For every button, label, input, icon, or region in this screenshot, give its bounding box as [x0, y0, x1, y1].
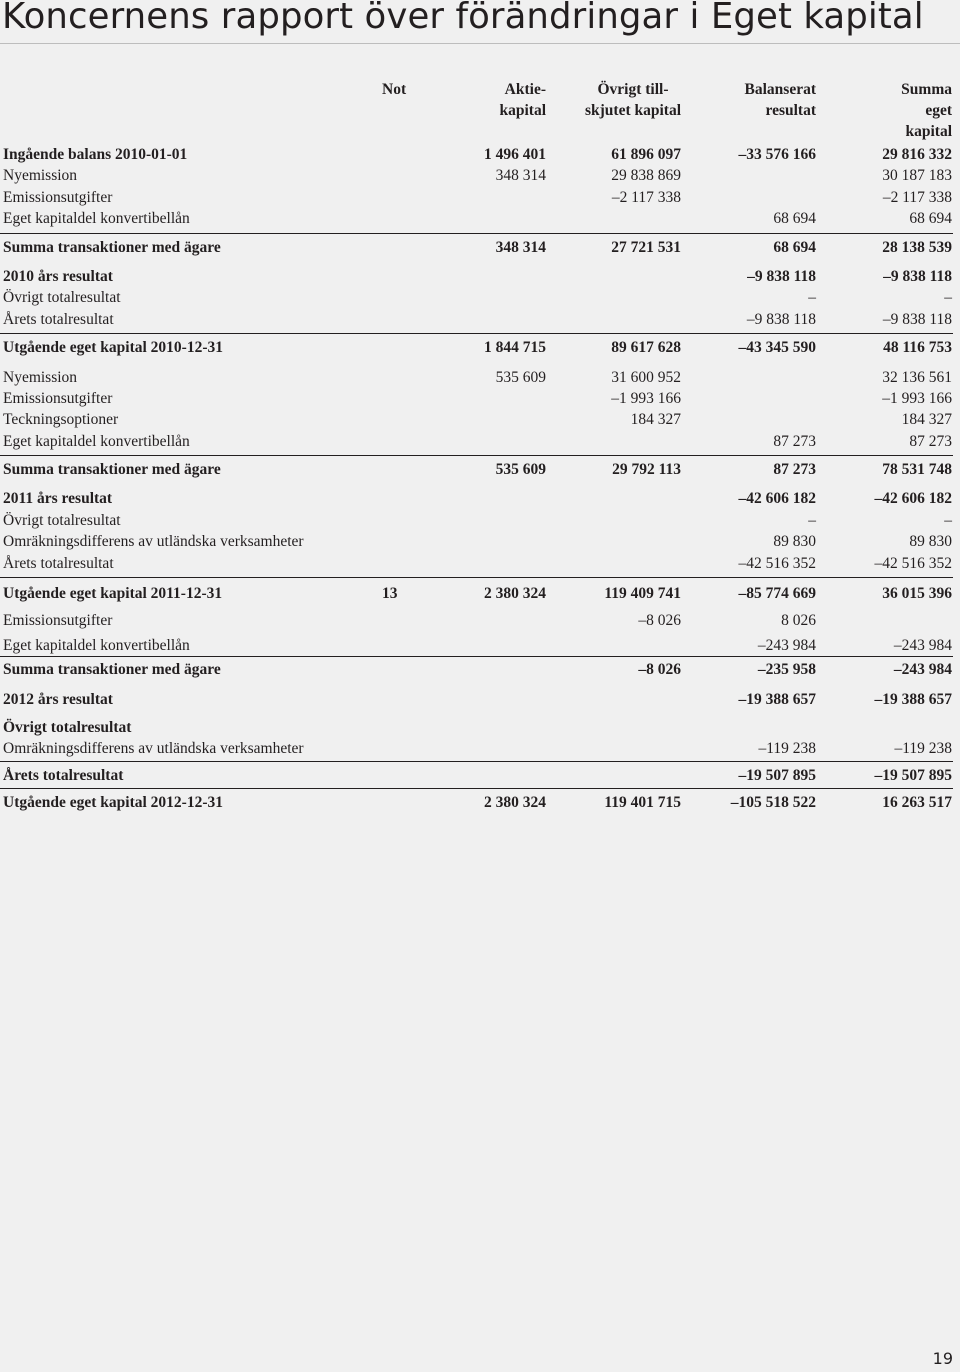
row-ovrigt: –2 117 338	[611, 188, 681, 206]
row-summa: –9 838 118	[882, 310, 952, 328]
page-number: 19	[932, 1349, 953, 1368]
row-label: Övrigt totalresultat	[3, 719, 132, 737]
row-ovrigt: 119 409 741	[604, 585, 681, 603]
table-row-closing-balance	[0, 333, 953, 358]
row-label: Övrigt totalresultat	[3, 511, 121, 529]
header-aktiekapital: Aktie- kapital	[499, 81, 546, 119]
table-row	[0, 367, 953, 388]
table-row	[0, 165, 953, 186]
row-label: Emissionsutgifter	[3, 188, 113, 206]
row-label: Utgående eget kapital 2011-12-31	[3, 585, 223, 603]
row-label: Summa transaktioner med ägare	[3, 238, 221, 256]
row-ovrigt: 184 327	[630, 411, 681, 429]
row-summa: –1 993 166	[882, 389, 952, 407]
row-balanserat: –9 838 118	[747, 267, 816, 285]
row-summa: 36 015 396	[882, 585, 952, 603]
row-summa: 48 116 753	[883, 339, 952, 357]
table-row-subtotal	[0, 233, 953, 258]
row-balanserat: –33 576 166	[738, 146, 816, 163]
row-summa: –	[944, 511, 952, 529]
table-row	[0, 681, 953, 709]
table-row	[0, 187, 953, 208]
table-row-subtotal	[0, 761, 953, 788]
table-row	[0, 709, 953, 737]
row-ovrigt: 31 600 952	[611, 368, 681, 386]
table-row	[0, 607, 953, 632]
row-balanserat: –119 238	[758, 740, 816, 758]
row-ovrigt: –8 026	[638, 661, 681, 679]
row-label: Emissionsutgifter	[3, 612, 113, 630]
row-label: Eget kapitaldel konvertibellån	[3, 210, 190, 228]
row-label: Summa transaktioner med ägare	[3, 461, 221, 479]
title-divider	[0, 43, 960, 44]
table-row-closing-balance	[0, 788, 953, 815]
row-balanserat: –235 958	[757, 661, 816, 679]
row-summa: 68 694	[909, 210, 952, 228]
table-row	[0, 553, 953, 574]
table-row	[0, 309, 953, 330]
row-balanserat: –243 984	[757, 637, 816, 655]
row-label: 2012 års resultat	[3, 691, 113, 709]
row-summa: 32 136 561	[882, 368, 952, 386]
row-balanserat: –42 516 352	[738, 554, 816, 572]
table-row	[0, 266, 953, 287]
row-summa: –19 388 657	[874, 691, 952, 709]
table-row	[0, 144, 953, 165]
row-balanserat: 87 273	[773, 461, 816, 479]
equity-changes-table	[0, 76, 953, 815]
row-ovrigt: 29 838 869	[611, 167, 681, 185]
row-balanserat: 68 694	[773, 238, 816, 256]
row-label: Nyemission	[3, 167, 78, 185]
row-label: Eget kapitaldel konvertibellån	[3, 432, 190, 450]
table-header	[0, 76, 953, 144]
table-row	[0, 632, 953, 656]
table-row	[0, 208, 953, 229]
row-label: Utgående eget kapital 2012-12-31	[3, 794, 223, 812]
row-balanserat: 68 694	[773, 210, 816, 228]
row-ovrigt: 89 617 628	[611, 339, 681, 357]
table-row	[0, 531, 953, 552]
row-summa: 78 531 748	[882, 461, 952, 479]
row-label: 2010 års resultat	[3, 267, 113, 285]
table-row-closing-balance	[0, 577, 953, 607]
row-label: Omräkningsdifferens av utländska verksamheter	[3, 533, 304, 551]
row-label: 2011 års resultat	[3, 490, 113, 508]
row-aktiekapital: 535 609	[495, 368, 546, 386]
row-summa: –9 838 118	[883, 267, 952, 285]
table-row	[0, 409, 953, 430]
row-summa: 184 327	[901, 411, 952, 429]
row-summa: –243 984	[893, 661, 952, 679]
row-balanserat: 89 830	[773, 533, 816, 551]
row-balanserat: 87 273	[773, 432, 816, 450]
row-ovrigt: –1 993 166	[611, 389, 681, 407]
row-aktiekapital: 1 496 401	[484, 146, 546, 163]
table-row	[0, 287, 953, 308]
row-label: Utgående eget kapital 2010-12-31	[3, 339, 223, 357]
row-summa: –19 507 895	[874, 767, 952, 785]
row-summa: –243 984	[893, 637, 952, 655]
table-row-subtotal	[0, 656, 953, 681]
row-label: Omräkningsdifferens av utländska verksamheter	[3, 740, 304, 758]
row-ovrigt: 27 721 531	[611, 238, 681, 256]
row-label: Årets totalresultat	[3, 310, 114, 328]
row-summa: 89 830	[909, 533, 952, 551]
row-balanserat: –	[808, 511, 816, 529]
row-summa: 30 187 183	[882, 167, 952, 185]
header-not: Not	[382, 81, 407, 98]
row-not: 13	[382, 585, 398, 603]
row-summa: –42 516 352	[874, 554, 952, 572]
row-aktiekapital: 2 380 324	[484, 794, 546, 812]
row-balanserat: –9 838 118	[746, 310, 816, 328]
page-title: Koncernens rapport över förändringar i Eget kapital	[2, 0, 924, 37]
row-label: Ingående balans 2010-01-01	[3, 146, 188, 163]
row-aktiekapital: 1 844 715	[484, 339, 546, 357]
row-summa: 28 138 539	[882, 238, 952, 256]
row-label: Nyemission	[3, 368, 78, 386]
row-summa: 87 273	[909, 432, 952, 450]
row-balanserat: –85 774 669	[738, 585, 816, 603]
row-label: Teckningsoptioner	[3, 411, 119, 429]
row-label: Eget kapitaldel konvertibellån	[3, 637, 190, 655]
table-row	[0, 388, 953, 409]
row-label: Övrigt totalresultat	[3, 289, 121, 307]
table-row	[0, 737, 953, 761]
row-summa: 16 263 517	[882, 794, 952, 812]
row-balanserat: –105 518 522	[730, 794, 816, 812]
row-balanserat: 8 026	[781, 612, 816, 630]
row-balanserat: –42 606 182	[738, 490, 816, 508]
row-summa: –119 238	[894, 740, 952, 758]
row-summa: –	[944, 289, 952, 307]
header-ovrigt-tillskjutet-kapital: Övrigt till- skjutet kapital	[584, 81, 681, 119]
row-label: Summa transaktioner med ägare	[3, 661, 221, 679]
row-ovrigt: 29 792 113	[612, 461, 681, 479]
row-balanserat: –19 388 657	[738, 691, 816, 709]
row-label: Emissionsutgifter	[3, 389, 113, 407]
header-balanserat-resultat: Balanserat resultat	[744, 81, 816, 119]
row-ovrigt: –8 026	[638, 612, 681, 630]
row-label: Årets totalresultat	[3, 554, 114, 572]
row-label: Årets totalresultat	[3, 767, 124, 785]
row-aktiekapital: 535 609	[495, 461, 546, 479]
row-aktiekapital: 2 380 324	[484, 585, 546, 603]
row-summa: 29 816 332	[882, 146, 952, 163]
table-row-subtotal	[0, 455, 953, 480]
table-row	[0, 431, 953, 452]
row-balanserat: –	[808, 289, 816, 307]
row-balanserat: –43 345 590	[738, 339, 816, 357]
row-summa: –42 606 182	[874, 490, 952, 508]
row-aktiekapital: 348 314	[495, 167, 546, 185]
row-balanserat: –19 507 895	[738, 767, 816, 785]
table-row	[0, 488, 953, 509]
row-summa: –2 117 338	[882, 188, 952, 206]
row-aktiekapital: 348 314	[495, 238, 546, 256]
header-summa-eget-kapital: Summa eget kapital	[901, 81, 952, 140]
row-ovrigt: 61 896 097	[611, 146, 681, 163]
table-row	[0, 510, 953, 531]
row-ovrigt: 119 401 715	[604, 794, 681, 812]
